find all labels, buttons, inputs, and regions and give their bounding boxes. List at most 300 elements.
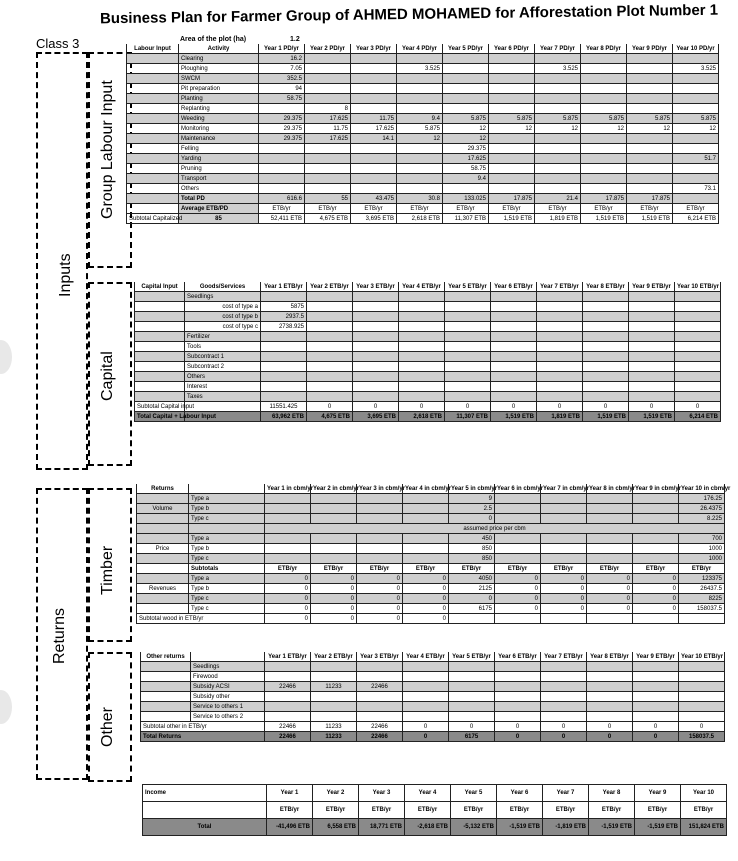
table-cell (491, 392, 537, 402)
value-cell (259, 144, 305, 154)
value-cell (489, 184, 535, 194)
value-cell (581, 64, 627, 74)
value-cell (351, 184, 397, 194)
year-header: Year 7 ETB/yr (537, 282, 583, 292)
value-cell (587, 712, 633, 722)
value-cell (627, 154, 673, 164)
table-cell (191, 652, 265, 662)
total-label: Total Returns (141, 732, 265, 742)
table-cell (537, 392, 583, 402)
table-cell (353, 392, 399, 402)
table-cell (629, 392, 675, 402)
activity-label: SWCM (179, 74, 259, 84)
item-label: Tools (185, 342, 261, 352)
value-cell (357, 504, 403, 514)
value-cell (265, 554, 311, 564)
value-cell: 12 (443, 134, 489, 144)
table-cell (491, 302, 537, 312)
value-cell: 29.375 (443, 144, 489, 154)
year-header: Year 3 ETB/yr (353, 282, 399, 292)
table-row (135, 302, 721, 312)
table-row (141, 682, 725, 692)
activity-label: Felling (179, 144, 259, 154)
total-label: Total Capital + Labour Input (135, 412, 185, 422)
table-cell (583, 382, 629, 392)
table-cell (675, 302, 721, 312)
value-cell (265, 544, 311, 554)
table-cell (353, 362, 399, 372)
table-row (127, 144, 719, 154)
value-cell: 0 (449, 594, 495, 604)
group-label: Revenues (137, 584, 189, 594)
total-cell: 151,824 ETB (681, 819, 727, 836)
unit-cell: ETB/yr (497, 802, 543, 819)
table-cell (445, 352, 491, 362)
value-cell (627, 174, 673, 184)
table-cell (307, 292, 353, 302)
value-cell: 0 (403, 584, 449, 594)
value-cell (489, 134, 535, 144)
table-row (135, 322, 721, 332)
unit-cell: ETB/yr (489, 204, 535, 214)
subtotal-cell: 0 (307, 402, 353, 412)
value-cell (403, 672, 449, 682)
subtotal-cell: 0 (587, 722, 633, 732)
inputs-label: Inputs (57, 253, 74, 297)
total-cell: 1,519 ETB (629, 412, 675, 422)
value-cell (403, 554, 449, 564)
value-cell (397, 164, 443, 174)
table-cell (445, 312, 491, 322)
table-cell (141, 712, 191, 722)
subtotal-row (141, 722, 725, 732)
value-cell (633, 614, 679, 624)
table-cell (127, 64, 179, 74)
year-header: Year 7 ETB/yr (541, 652, 587, 662)
table-cell (127, 204, 179, 214)
column-header: Capital Input (135, 282, 185, 292)
value-cell: 0 (541, 604, 587, 614)
value-cell: 17.625 (443, 154, 489, 164)
subtotals-label: Subtotals (189, 564, 265, 574)
item-label: cost of type a (185, 302, 261, 312)
value-cell: 51.7 (673, 154, 719, 164)
table-cell (399, 292, 445, 302)
value-cell (679, 662, 725, 672)
table-row (127, 104, 719, 114)
year-header: Year 1 ETB/yr (265, 652, 311, 662)
table-cell (675, 372, 721, 382)
table-cell (399, 382, 445, 392)
value-cell: 29.375 (259, 134, 305, 144)
table-cell (127, 124, 179, 134)
table-cell (537, 342, 583, 352)
value-cell: 17.625 (351, 124, 397, 134)
value-cell (351, 164, 397, 174)
unit-cell: ETB/yr (357, 564, 403, 574)
table-cell (353, 342, 399, 352)
table-cell (675, 292, 721, 302)
header-row (127, 44, 719, 54)
value-cell: 0 (495, 584, 541, 594)
table-cell (537, 312, 583, 322)
value-cell (443, 104, 489, 114)
total-cell: 6,214 ETB (675, 412, 721, 422)
value-cell: 850 (449, 544, 495, 554)
value-cell: 0 (495, 604, 541, 614)
year-header: Year 9 PD/yr (627, 44, 673, 54)
value-cell (261, 292, 307, 302)
value-cell (495, 494, 541, 504)
table-cell (537, 322, 583, 332)
year-header: Year 6 ETB/yr (491, 282, 537, 292)
table-cell (307, 352, 353, 362)
value-cell: 58.75 (259, 94, 305, 104)
total-cell: 6175 (449, 732, 495, 742)
value-cell (397, 94, 443, 104)
item-label: Seedlings (185, 292, 261, 302)
total-cell: -41,496 ETB (267, 819, 313, 836)
value-cell: 8225 (679, 594, 725, 604)
value-cell (265, 662, 311, 672)
total-cell: 4,675 ETB (307, 412, 353, 422)
table-cell (629, 302, 675, 312)
subtotal-cell: 52,411 ETB (259, 214, 305, 224)
table-cell (583, 352, 629, 362)
value-cell (449, 672, 495, 682)
value-cell: 0 (541, 584, 587, 594)
table-cell (399, 302, 445, 312)
column-header: Labour Input (127, 44, 179, 54)
table-cell (675, 352, 721, 362)
value-cell (535, 74, 581, 84)
value-cell (587, 682, 633, 692)
value-cell: 450 (449, 534, 495, 544)
table-cell (491, 332, 537, 342)
value-cell: 11233 (311, 682, 357, 692)
value-cell (581, 134, 627, 144)
table-cell (127, 104, 179, 114)
value-cell (673, 144, 719, 154)
year-header: Year 2 (313, 785, 359, 802)
value-cell (397, 154, 443, 164)
value-cell (541, 702, 587, 712)
year-header: Year 6 in cbm/yr (495, 484, 541, 494)
value-cell (489, 84, 535, 94)
value-cell: 850 (449, 554, 495, 564)
value-cell: 21.4 (535, 194, 581, 204)
value-cell: 8 (305, 104, 351, 114)
subtotals-row (137, 574, 725, 584)
column-header: Goods/Services (185, 282, 261, 292)
value-cell: 17.875 (581, 194, 627, 204)
value-cell (397, 54, 443, 64)
value-cell (403, 544, 449, 554)
unit-cell: ETB/yr (535, 204, 581, 214)
total-cell: 11,307 ETB (445, 412, 491, 422)
header-row (141, 652, 725, 662)
value-cell (311, 692, 357, 702)
value-cell: 16.2 (259, 54, 305, 64)
table-cell (135, 392, 185, 402)
labour-input-table (126, 44, 719, 224)
capital-input-table (134, 282, 721, 422)
year-header: Year 5 (451, 785, 497, 802)
table-cell (445, 322, 491, 332)
value-cell: 0 (587, 574, 633, 584)
item-label: Fertilizer (185, 332, 261, 342)
value-cell (627, 164, 673, 174)
value-cell (541, 544, 587, 554)
value-cell (541, 494, 587, 504)
value-cell: 0 (403, 594, 449, 604)
value-cell (587, 494, 633, 504)
subtotal-cell: 0 (583, 402, 629, 412)
total-cell: 22466 (265, 732, 311, 742)
value-cell (541, 712, 587, 722)
value-cell (351, 104, 397, 114)
value-cell (311, 504, 357, 514)
value-cell (627, 134, 673, 144)
unit-cell: ETB/yr (681, 802, 727, 819)
year-header: Year 5 ETB/yr (445, 282, 491, 292)
header-row (137, 484, 725, 494)
value-cell (261, 342, 307, 352)
table-cell (491, 312, 537, 322)
group-label (137, 514, 189, 524)
table-cell (353, 382, 399, 392)
unit-cell: ETB/yr (635, 802, 681, 819)
value-cell: 5.875 (535, 114, 581, 124)
value-cell (265, 692, 311, 702)
value-cell (541, 514, 587, 524)
assumed-note: assumed price per cbm (265, 524, 725, 534)
table-cell (399, 332, 445, 342)
table-cell (353, 332, 399, 342)
value-cell (673, 94, 719, 104)
value-cell (581, 104, 627, 114)
year-header: Year 4 PD/yr (397, 44, 443, 54)
value-cell (679, 712, 725, 722)
value-cell: 17.625 (305, 134, 351, 144)
group-label: Price (137, 544, 189, 554)
value-cell: 5.875 (673, 114, 719, 124)
value-cell (679, 702, 725, 712)
total-cell: 1,819 ETB (537, 412, 583, 422)
table-cell (353, 322, 399, 332)
value-cell (489, 174, 535, 184)
year-header: Year 3 (359, 785, 405, 802)
table-cell (629, 382, 675, 392)
year-header: Year 1 ETB/yr (261, 282, 307, 292)
value-cell: 0 (633, 594, 679, 604)
value-cell (443, 94, 489, 104)
table-row (135, 312, 721, 322)
activity-label: Ploughing (179, 64, 259, 74)
type-label: Type c (189, 594, 265, 604)
table-cell (143, 802, 267, 819)
value-cell: 700 (679, 534, 725, 544)
table-row (135, 362, 721, 372)
value-cell: 30.8 (397, 194, 443, 204)
table-cell (127, 74, 179, 84)
value-cell (403, 712, 449, 722)
value-cell: 0 (403, 574, 449, 584)
value-cell (305, 84, 351, 94)
value-cell (311, 712, 357, 722)
subtotal-cell: 22466 (265, 722, 311, 732)
year-header: Year 2 ETB/yr (311, 652, 357, 662)
total-cell: 2,618 ETB (399, 412, 445, 422)
value-cell: 55 (305, 194, 351, 204)
year-header: Year 1 PD/yr (259, 44, 305, 54)
column-header: Returns (137, 484, 189, 494)
table-cell (583, 302, 629, 312)
value-cell (495, 534, 541, 544)
table-cell (399, 362, 445, 372)
value-cell (261, 382, 307, 392)
table-row (137, 594, 725, 604)
table-cell (189, 524, 265, 534)
table-cell (399, 312, 445, 322)
table-cell (127, 94, 179, 104)
value-cell (305, 94, 351, 104)
value-cell (633, 682, 679, 692)
table-cell (135, 322, 185, 332)
table-row (135, 352, 721, 362)
value-cell (259, 174, 305, 184)
value-cell: 1000 (679, 554, 725, 564)
value-cell: 94 (259, 84, 305, 94)
total-label: Total (143, 819, 267, 836)
total-cell: 0 (403, 732, 449, 742)
value-cell (541, 614, 587, 624)
subtotal-label: Subtotal other in ETB/yr (141, 722, 265, 732)
column-header: Income (143, 785, 267, 802)
type-label: Type a (189, 574, 265, 584)
value-cell (449, 692, 495, 702)
value-cell (673, 164, 719, 174)
value-cell (351, 174, 397, 184)
subtotal-cell: 3,695 ETB (351, 214, 397, 224)
table-cell (537, 332, 583, 342)
type-label: Type a (189, 494, 265, 504)
value-cell (259, 184, 305, 194)
value-cell (357, 702, 403, 712)
subtotal-label: Subtotal Capital input (135, 402, 185, 412)
year-header: Year 9 ETB/yr (629, 282, 675, 292)
table-row (137, 604, 725, 614)
value-cell: 29.375 (259, 124, 305, 134)
value-cell (305, 64, 351, 74)
value-cell: 0 (495, 574, 541, 584)
item-label: Subsidy ACSI (191, 682, 265, 692)
subtotal-cell: 0 (445, 402, 491, 412)
value-cell: 5.875 (489, 114, 535, 124)
subtotal-label: Subtotal Capitalized (127, 214, 179, 224)
value-cell: 0 (265, 614, 311, 624)
table-row (137, 494, 725, 504)
value-cell (357, 692, 403, 702)
item-label: Service to others 1 (191, 702, 265, 712)
table-cell (141, 672, 191, 682)
value-cell (587, 504, 633, 514)
year-header: Year 3 PD/yr (351, 44, 397, 54)
unit-cell: ETB/yr (259, 204, 305, 214)
value-cell (627, 64, 673, 74)
table-cell (353, 292, 399, 302)
value-cell (357, 712, 403, 722)
column-header: Other returns (141, 652, 191, 662)
year-header: Year 6 (497, 785, 543, 802)
value-cell: 123375 (679, 574, 725, 584)
value-cell (489, 94, 535, 104)
value-cell: 0 (587, 594, 633, 604)
subtotal-cell: 0 (491, 402, 537, 412)
activity-label: Others (179, 184, 259, 194)
value-cell: 0 (265, 574, 311, 584)
value-cell: 0 (357, 574, 403, 584)
value-cell: 9.4 (443, 174, 489, 184)
value-cell: 12 (673, 124, 719, 134)
year-header: Year 5 ETB/yr (449, 652, 495, 662)
value-cell (305, 74, 351, 84)
group-label (137, 594, 189, 604)
table-cell (127, 184, 179, 194)
table-row (141, 662, 725, 672)
value-cell: 0 (403, 604, 449, 614)
subtotal-cell: 2,618 ETB (397, 214, 443, 224)
value-cell (489, 64, 535, 74)
year-header: Year 7 in cbm/yr (541, 484, 587, 494)
returns-label: Returns (51, 607, 68, 664)
table-row (127, 184, 719, 194)
value-cell: 9 (449, 494, 495, 504)
value-cell: 616.6 (259, 194, 305, 204)
type-label: Type b (189, 504, 265, 514)
value-cell: 0 (311, 584, 357, 594)
group-label (137, 554, 189, 564)
year-header: Year 1 (267, 785, 313, 802)
table-row (135, 392, 721, 402)
value-cell (627, 144, 673, 154)
total-cell: 0 (495, 732, 541, 742)
total-row (143, 819, 727, 836)
value-cell: 5.875 (581, 114, 627, 124)
table-row (135, 372, 721, 382)
unit-cell: ETB/yr (359, 802, 405, 819)
value-cell (403, 514, 449, 524)
value-cell (261, 392, 307, 402)
total-cell: 18,771 ETB (359, 819, 405, 836)
table-row (141, 702, 725, 712)
value-cell (535, 84, 581, 94)
value-cell (403, 504, 449, 514)
table-row (135, 292, 721, 302)
value-cell (443, 64, 489, 74)
value-cell (535, 184, 581, 194)
table-cell (629, 362, 675, 372)
table-cell (137, 524, 189, 534)
unit-row (143, 802, 727, 819)
value-cell: 133.025 (443, 194, 489, 204)
capital-label: Capital (99, 351, 116, 401)
value-cell (495, 692, 541, 702)
total-cell: 1,519 ETB (583, 412, 629, 422)
value-cell (357, 514, 403, 524)
value-cell (311, 672, 357, 682)
table-cell (445, 302, 491, 312)
